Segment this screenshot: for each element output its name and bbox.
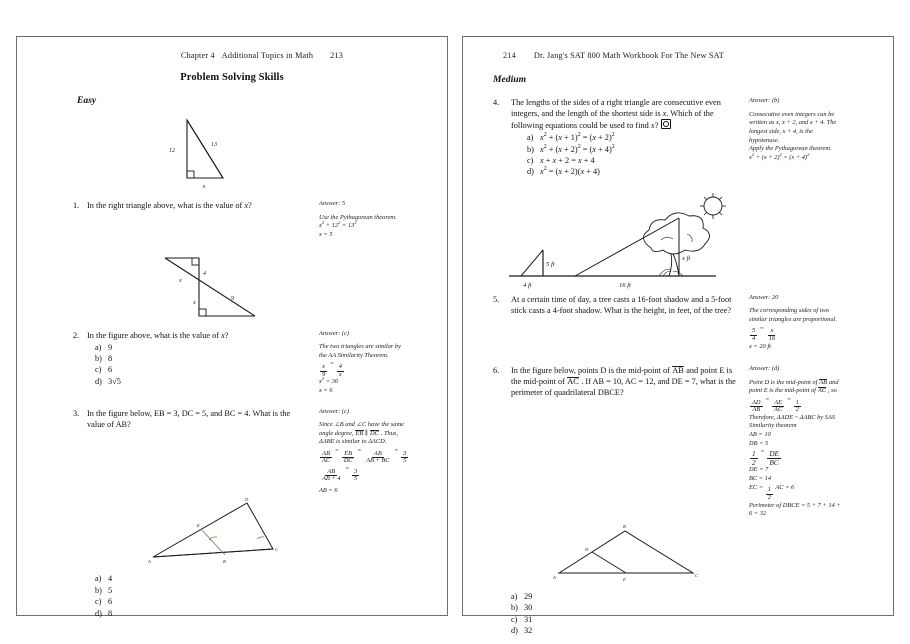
choice-value: $x^2 = (x + 2)(x + 4)$ (540, 166, 600, 177)
right-page (462, 36, 894, 636)
question-4-answer (749, 97, 861, 162)
question-2-answer-head: Answer: (c) (319, 329, 349, 337)
question-2-main (33, 330, 305, 388)
question-6-number: 6. (493, 366, 500, 376)
question-4-number: 4. (493, 98, 500, 107)
figure-right-triangle-1 (151, 116, 431, 190)
q6-vertex-a: A (553, 574, 556, 580)
q5-ans-line-1: similar triangles are proportional. (749, 316, 837, 324)
choice-value: x + x + 2 = x + 4 (540, 155, 595, 165)
question-3-choice-a[interactable] (95, 573, 431, 584)
choice-label: b) (95, 354, 102, 364)
q3-vertex-e: E (197, 523, 200, 529)
q2-ans-line-2: $\frac{x}{9}$ = $\frac{4}{x}$ (322, 360, 342, 378)
figure-similar-triangles-2 (137, 252, 431, 322)
q6-vertex-e: E (623, 576, 626, 582)
q6-ans-line-5: AB = 10 (749, 431, 771, 439)
q6-ans-line-0: Point D is the mid-point of AB and (749, 378, 839, 386)
question-5-answer-head: Answer: 20 (749, 293, 779, 301)
q4-ans-line-2: longest side, x + 4, is the (749, 127, 813, 135)
difficulty-label-easy: Easy (77, 95, 97, 106)
question-3-choice-d[interactable] (95, 608, 431, 619)
q2-ans-line-0: The two triangles are similar by (319, 343, 401, 351)
q6-vertex-d: D (585, 546, 589, 552)
q3-ans-line-1: angle degree, EB ∥ DC . Thus, (319, 429, 399, 437)
question-2-choice-b[interactable] (95, 353, 305, 364)
question-5-answer (749, 294, 861, 351)
question-1-answer-body (319, 214, 431, 240)
triangle1-hypotenuse-label: 13 (211, 142, 217, 148)
question-1-number: 1. (73, 201, 80, 210)
q6-ans-line-3: Therefore, ΔADE ~ ΔABC by SAS (749, 413, 836, 421)
q5-ans-line-3: x = 20 ft (749, 342, 771, 350)
question-4-choice-b[interactable] (527, 144, 739, 155)
question-3-text: In the figure below, EB = 3, DC = 5, and BC = 4. What is the value of AB? (87, 408, 291, 429)
question-3-answer (319, 408, 431, 496)
q6-ans-line-7: $\frac{1}{2}$ = $\frac{DE}{BC}$ (752, 448, 780, 467)
question-3-answer-body (319, 421, 431, 495)
q3-ans-line-5: AB = 6 (319, 486, 338, 494)
q4-ans-line-4: Apply the Pythagorean theorem. (749, 145, 832, 153)
question-2-choice-d[interactable] (95, 376, 305, 387)
question-2-choice-c[interactable] (95, 364, 305, 375)
q1-ans-line-2: x = 5 (319, 230, 333, 238)
q6-ans-line-11: Perimeter of DBCE = 5 + 7 + 14 + (749, 501, 841, 509)
figure-triangle-q3 (139, 499, 431, 567)
question-5-text: At a certain time of day, a tree casts a 16-foot shadow and a 5-foot stick casts a 4-foot shadow. What is the height, in feet, of the tree? (511, 294, 732, 315)
q3-ans-line-2: ΔABE is similar to ΔACD. (319, 438, 387, 446)
q6-vertex-c: C (695, 572, 699, 578)
question-6-choice-c[interactable] (511, 614, 877, 625)
choice-label: a) (527, 133, 534, 143)
question-2-answer-body (319, 343, 431, 395)
choice-value: 30 (524, 603, 533, 613)
question-5-main (479, 294, 739, 316)
q4-ans-line-5: $x^2 + (x + 2)^2 = (x + 4)^2$ (749, 151, 810, 161)
question-3-row (33, 408, 431, 496)
q1-ans-line-0: Use the Pythagorean theorem. (319, 213, 397, 221)
question-4-choice-d[interactable] (527, 166, 739, 177)
tree-shadow-label: 16 ft (619, 281, 631, 289)
question-5-number: 5. (493, 294, 500, 304)
question-5-answer-body (749, 307, 861, 351)
choice-value: 31 (524, 614, 533, 624)
circled-square-icon (661, 119, 671, 129)
choice-value: $x^2 + (x + 2)^2 = (x + 4)^2$ (540, 143, 615, 154)
choice-label: d) (95, 376, 102, 386)
question-4-row (479, 97, 877, 178)
choice-label: a) (95, 342, 102, 352)
question-6-choices (511, 591, 877, 637)
choice-value: 8 (108, 608, 113, 618)
q6-ans-line-9: BC = 14 (749, 475, 772, 483)
question-6-row (479, 365, 877, 519)
q5-ans-line-0: The corresponding sides of two (749, 307, 830, 315)
q4-ans-line-1: written as x, x + 2, and x + 4. The (749, 119, 837, 127)
difficulty-label-medium: Medium (493, 74, 527, 85)
q6-ans-line-2: $\frac{AD}{AB}$ = $\frac{AE}{AC}$ = $\frac{1}{2}$ (752, 396, 799, 414)
q6-ans-line-1: point E is the mid-point of AC , so (749, 387, 837, 395)
question-6-answer-body (749, 379, 861, 519)
q2-ans-line-4: x = 6 (319, 386, 333, 394)
question-6-choice-b[interactable] (511, 602, 877, 613)
question-4-answer-head: Answer: (b) (749, 97, 780, 104)
section-title: Problem Solving Skills (180, 72, 284, 83)
choice-value: 3√5 (108, 376, 121, 386)
q1-ans-line-1: $x^2 + 12^2 = 13^2$ (319, 220, 357, 230)
question-3-choice-b[interactable] (95, 585, 431, 596)
left-page (16, 36, 448, 616)
figure-tree-shadow (501, 188, 877, 288)
q3-vertex-d: D (245, 497, 249, 503)
choice-value: 8 (108, 354, 113, 364)
q6-ans-line-8: DE = 7 (749, 466, 769, 474)
stick-height-label: 5 ft (546, 260, 555, 268)
left-page-number: 213 (330, 51, 344, 60)
q3-vertex-c: C (275, 547, 279, 553)
right-running-head (479, 51, 877, 65)
tree-height-label: x ft (682, 254, 691, 262)
choice-value: 9 (108, 342, 113, 352)
question-3-choices (95, 573, 431, 619)
q4-ans-line-3: hypotenuse. (749, 136, 780, 144)
question-4-answer-body (749, 111, 861, 163)
q6-ans-line-10: EC = $\frac{1}{2}$ AC = 6 (749, 483, 795, 501)
choice-label: b) (527, 144, 534, 154)
question-2-answer (319, 330, 431, 396)
running-head-chapter: Chapter 4 (180, 51, 215, 60)
question-4-choice-a[interactable] (527, 132, 739, 143)
question-6-choice-a[interactable] (511, 591, 877, 602)
choice-value: 29 (524, 591, 533, 601)
q3-vertex-b: B (223, 559, 226, 565)
choice-label: d) (511, 626, 518, 636)
q6-vertex-b: B (623, 523, 626, 529)
choice-label: a) (511, 591, 518, 601)
question-6-answer-head: Answer: (d) (749, 365, 780, 373)
q2-ans-line-3: $x^2 = 36$ (319, 376, 339, 386)
triangle1-base-label: x (202, 184, 206, 190)
choice-label: b) (95, 585, 102, 595)
triangle2-upper-side-label: x (179, 277, 182, 284)
question-2-row (33, 330, 431, 396)
question-5-row (479, 294, 877, 351)
q5-ans-line-2: $\frac{5}{4}$ = $\frac{x}{16}$ (752, 324, 776, 342)
question-1-text: In the right triangle above, what is the value of x? (87, 201, 252, 210)
question-3-number: 3. (73, 408, 80, 418)
question-4-text: The lengths of the sides of a right triangle are consecutive even integers, and the length of the shortest side is x. Which of the following equations could be used to find x? (511, 98, 721, 131)
question-4-main (479, 97, 739, 178)
question-2-text: In the figure above, what is the value of x? (87, 330, 229, 340)
triangle2-upper-leg-label: 4 (203, 270, 206, 277)
question-6-main (479, 365, 739, 398)
choice-value: 5 (108, 585, 113, 595)
question-1-answer-head: Answer: 5 (319, 200, 346, 207)
q6-ans-line-4: Similarity theorem (749, 422, 797, 430)
choice-value: 4 (108, 574, 113, 584)
right-page-number: 214 (503, 51, 516, 60)
choice-label: a) (95, 574, 102, 584)
question-3-main (33, 408, 305, 430)
choice-label: c) (95, 365, 102, 375)
choice-value: 32 (524, 626, 533, 636)
question-1-row (33, 200, 431, 240)
choice-label: c) (511, 614, 518, 624)
q3-vertex-a: A (148, 559, 151, 565)
triangle2-lower-leg-label: x (193, 299, 196, 306)
question-2-choice-a[interactable] (95, 342, 305, 353)
choice-value: 6 (108, 365, 113, 375)
triangle2-hypotenuse-label: 9 (231, 295, 234, 302)
question-4-choices (527, 132, 739, 178)
choice-label: c) (95, 597, 102, 607)
q2-ans-line-1: the AA Similarity Theorem. (319, 351, 389, 359)
choice-label: c) (527, 155, 534, 165)
q3-ans-line-3: $\frac{AB}{AC}$ = $\frac{EB}{DC}$ = $\frac{AB}{AB + BC}$ = $\frac{3}{5}$ (322, 447, 407, 465)
figure-triangle-q6 (545, 523, 877, 585)
question-2-choices (95, 342, 305, 388)
choice-label: d) (527, 167, 534, 177)
q6-ans-line-6: DB = 5 (749, 439, 769, 447)
running-head-chapter-title: Additional Topics in Math (221, 51, 314, 60)
question-2-number: 2. (73, 330, 80, 340)
question-3-answer-head: Answer: (c) (319, 407, 349, 415)
triangle1-leg-vertical-label: 12 (169, 148, 175, 154)
question-6-text: In the figure below, points D is the mid-point of AB and point E is the mid-point of AC . If AB = 10, AC = 12, and DE = 7, what is the perimeter of quadrilateral DBCE? (511, 366, 736, 398)
choice-label: d) (95, 608, 102, 618)
q3-ans-line-4: $\frac{AB}{AB + 4}$ = $\frac{3}{5}$ (322, 464, 358, 483)
choice-label: b) (511, 603, 518, 613)
running-head-book-title: Dr. Jang's SAT 800 Math Workbook For The New SAT (533, 51, 724, 60)
q3-ans-line-0: Since ∠B and ∠C have the same (319, 421, 404, 429)
choice-value: $x^2 + (x + 1)^2 = (x + 2)^2$ (540, 132, 615, 143)
q4-ans-line-0: Consecutive even integers can be (749, 110, 835, 118)
question-1-main (33, 200, 305, 211)
question-4-choice-c[interactable] (527, 155, 739, 166)
stick-shadow-label: 4 ft (523, 281, 532, 289)
q6-ans-line-12: 6 = 32 (749, 510, 767, 518)
question-6-answer (749, 365, 861, 519)
question-6-choice-d[interactable] (511, 625, 877, 636)
choice-value: 6 (108, 597, 113, 607)
left-running-head (33, 51, 431, 65)
question-1-answer (319, 200, 431, 240)
question-3-choice-c[interactable] (95, 596, 431, 607)
